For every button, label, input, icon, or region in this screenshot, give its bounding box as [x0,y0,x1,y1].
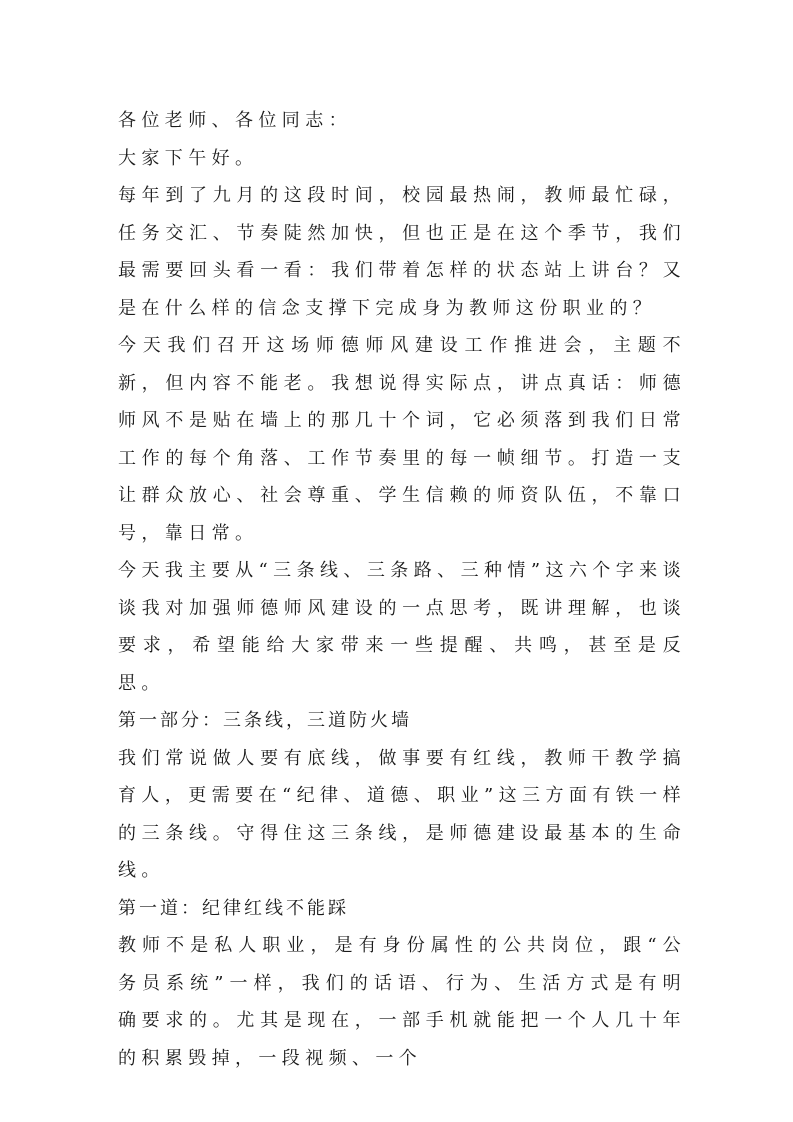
body-paragraph: 教师不是私人职业，是有身份属性的公共岗位，跟“公务员系统”一样，我们的话语、行为、生活方式是有明确要求的。尤其是现在，一部手机就能把一个人几十年的积累毁掉，一段视频、一个 [118,935,686,1069]
section-heading: 第一部分：三条线，三道防火墙 [118,710,412,731]
body-paragraph: 今天我主要从“三条线、三条路、三种情”这六个字来谈谈我对加强师德师风建设的一点思考，既讲理解，也谈要求，希望能给大家带来一些提醒、共鸣，甚至是反思。 [118,560,686,694]
body-paragraph: 我们常说做人要有底线，做事要有红线，教师干教学搞育人，更需要在“纪律、道德、职业”这三方面有铁一样的三条线。守得住这三条线，是师德建设最基本的生命线。 [118,747,686,881]
body-paragraph: 今天我们召开这场师德师风建设工作推进会，主题不新，但内容不能老。我想说得实际点，讲点真话：师德师风不是贴在墙上的那几十个词，它必须落到我们日常工作的每个角落、工作节奏里的每一帧细节。打造一支让群众放心、社会尊重、学生信赖的师资队伍，不靠口号，靠日常。 [118,335,686,544]
greeting: 大家下午好。 [118,147,259,169]
document-page [118,102,686,1077]
body-paragraph: 每年到了九月的这段时间，校园最热闹，教师最忙碌，任务交汇、节奏陡然加快，但也正是在这个季节，我们最需要回头看一看：我们带着怎样的状态站上讲台？又是在什么样的信念支撑下完成身为教师这份职业的？ [118,185,686,319]
subsection-heading: 第一道：纪律红线不能踩 [118,897,349,919]
salutation: 各位老师、各位同志： [118,110,352,131]
